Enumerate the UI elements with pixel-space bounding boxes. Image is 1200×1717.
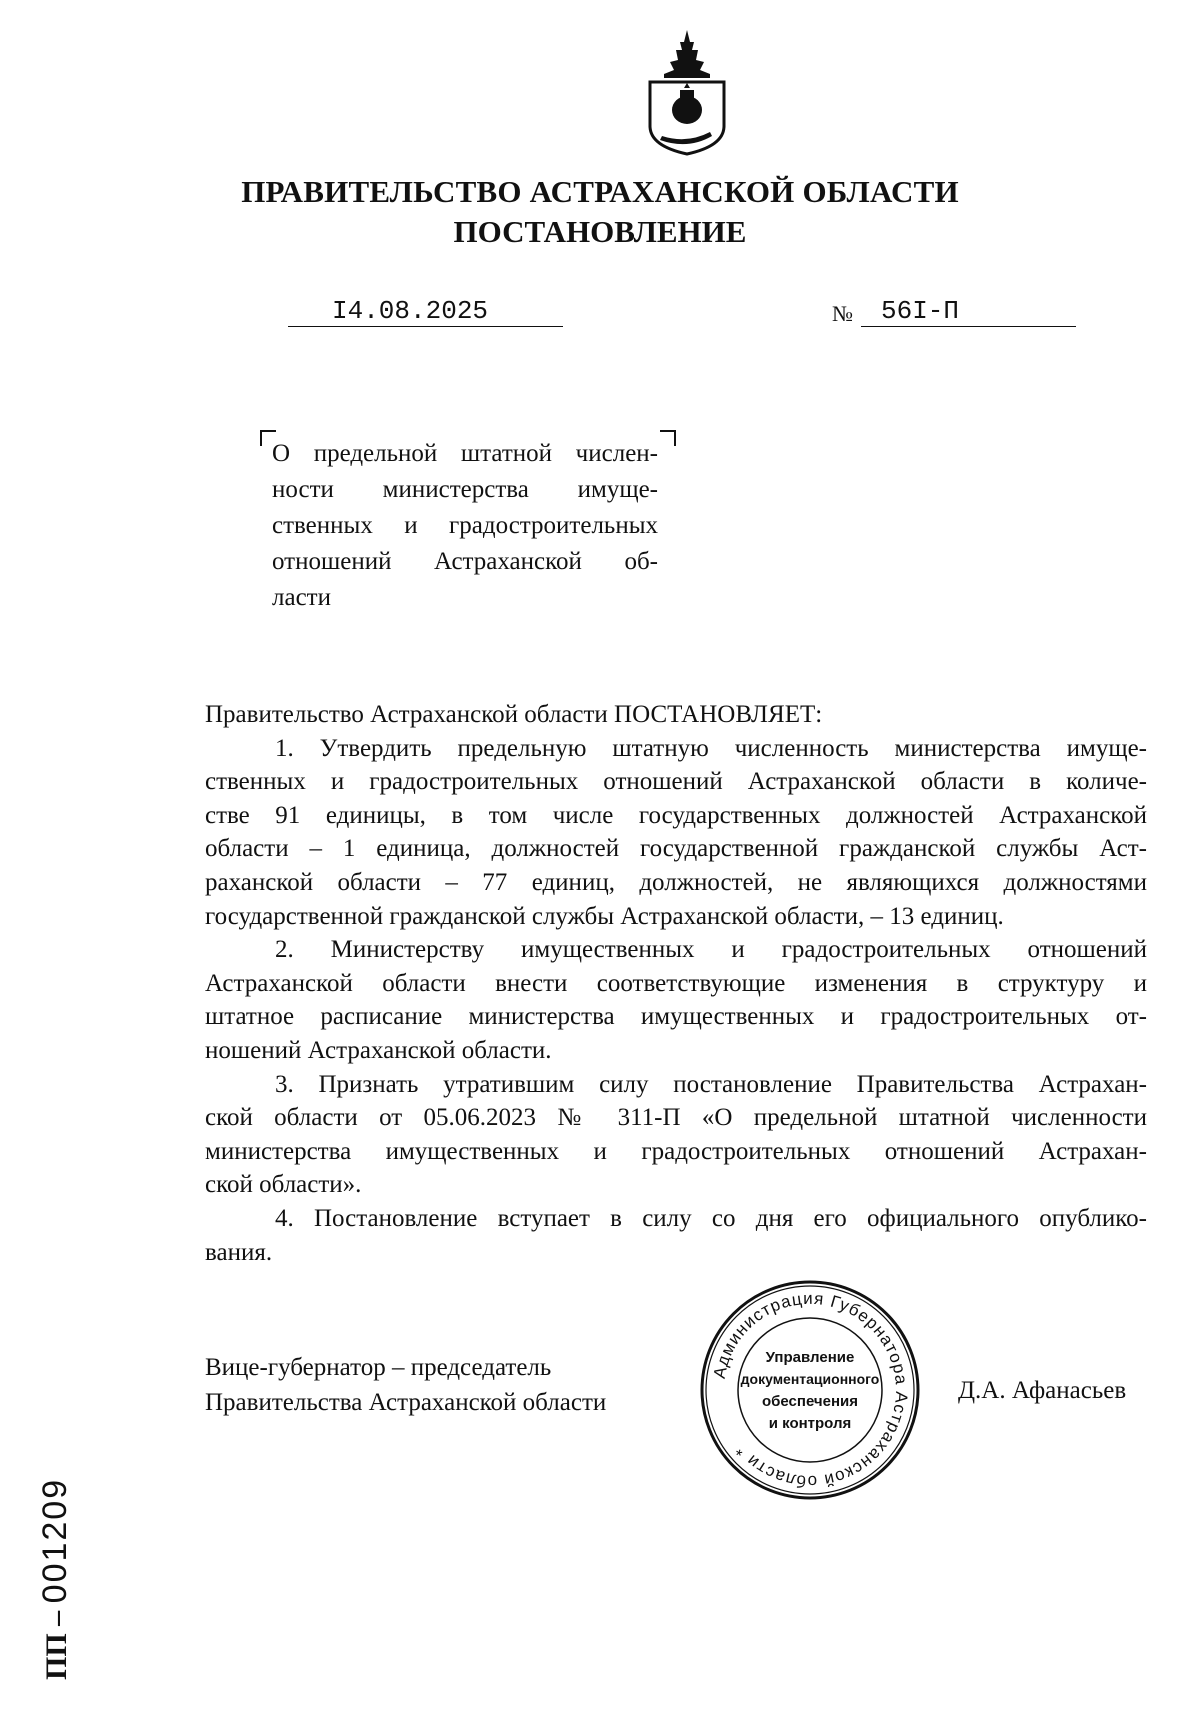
subject-line: отношений Астраханской об- — [272, 548, 658, 575]
paragraph-2-line: ношений Астраханской области. — [205, 1036, 552, 1064]
document-number: 56I-П — [881, 296, 960, 326]
paragraph-2-line: Астраханской области внести соответствующие изменения в структуру и — [205, 969, 1147, 997]
signatory-title-line: Правительства Астраханской области — [205, 1389, 607, 1416]
number-field — [861, 296, 1076, 327]
document-subject — [272, 436, 658, 616]
official-stamp — [698, 1278, 922, 1502]
paragraph-1-line: государственной гражданской службы Астраханской области, – 13 единиц. — [205, 902, 1004, 930]
date-field — [288, 296, 563, 327]
subject-line: О предельной штатной числен- — [272, 440, 658, 467]
stamp-center-line: Управление — [765, 1349, 855, 1366]
paragraph-3-line: 3. Признать утратившим силу постановление Правительства Астрахан- — [275, 1070, 1147, 1098]
stamp-center-line: документационного — [740, 1371, 880, 1387]
svg-text:Администрация Губернатора Астр — [710, 1289, 911, 1491]
paragraph-4-line: вания. — [205, 1238, 273, 1266]
coat-of-arms-emblem — [642, 28, 732, 156]
paragraph-1-line: 1. Утвердить предельную штатную численность министерства имуще- — [275, 734, 1147, 762]
paragraph-2-line: 2. Министерству имущественных и градостроительных отношений — [275, 936, 1147, 964]
signatory-title-line: Вице-губернатор – председатель — [205, 1354, 552, 1381]
paragraph-3-line: ской области». — [205, 1171, 362, 1199]
stamp-center-line: и контроля — [768, 1415, 852, 1432]
subject-line: ности министерства имуще- — [272, 476, 658, 503]
paragraph-4-line: 4. Постановление вступает в силу со дня его официального опублико- — [275, 1204, 1147, 1232]
subject-line: ственных и градостроительных — [272, 512, 658, 539]
paragraph-2-line: штатное расписание министерства имущественных и градостроительных от- — [205, 1003, 1147, 1031]
stamp-center-line: обеспечения — [761, 1393, 859, 1410]
paragraph-1-line: ственных и градостроительных отношений Астраханской области в количе- — [205, 768, 1147, 796]
body-intro: Правительство Астраханской области ПОСТАНОВЛЯЕТ: — [205, 701, 823, 728]
org-title: ПРАВИТЕЛЬСТВО АСТРАХАНСКОЙ ОБЛАСТИ — [241, 174, 959, 209]
paragraph-1-line: области – 1 единица, должностей государственной гражданской службы Аст- — [205, 835, 1147, 863]
signatory-name: Д.А. Афанасьев — [958, 1377, 1127, 1404]
document-date: I4.08.2025 — [332, 296, 489, 326]
paragraph-1-line: раханской области – 77 единиц, должностей, не являющихся должностями — [205, 868, 1147, 896]
margin-registration-code — [36, 1478, 75, 1680]
paragraph-3-line: ской области от 05.06.2023 № 311-П «О предельной штатной численности — [205, 1104, 1147, 1132]
document-body — [205, 698, 1147, 1269]
margin-code-number: 001209 — [36, 1477, 74, 1604]
stamp-ring-text: Администрация Губернатора Астраханской области * — [709, 1288, 912, 1492]
paragraph-3-line: министерства имущественных и градостроительных отношений Астрахан- — [205, 1137, 1147, 1165]
document-type: ПОСТАНОВЛЕНИЕ — [453, 214, 747, 249]
subject-corner-right — [660, 430, 676, 446]
margin-code-prefix: ПП – — [40, 1610, 73, 1680]
number-sign: № — [832, 301, 853, 326]
subject-line: ласти — [272, 584, 331, 611]
signatory-title — [205, 1350, 606, 1420]
paragraph-1-line: стве 91 единицы, в том числе государственных должностей Астраханской — [205, 801, 1147, 829]
